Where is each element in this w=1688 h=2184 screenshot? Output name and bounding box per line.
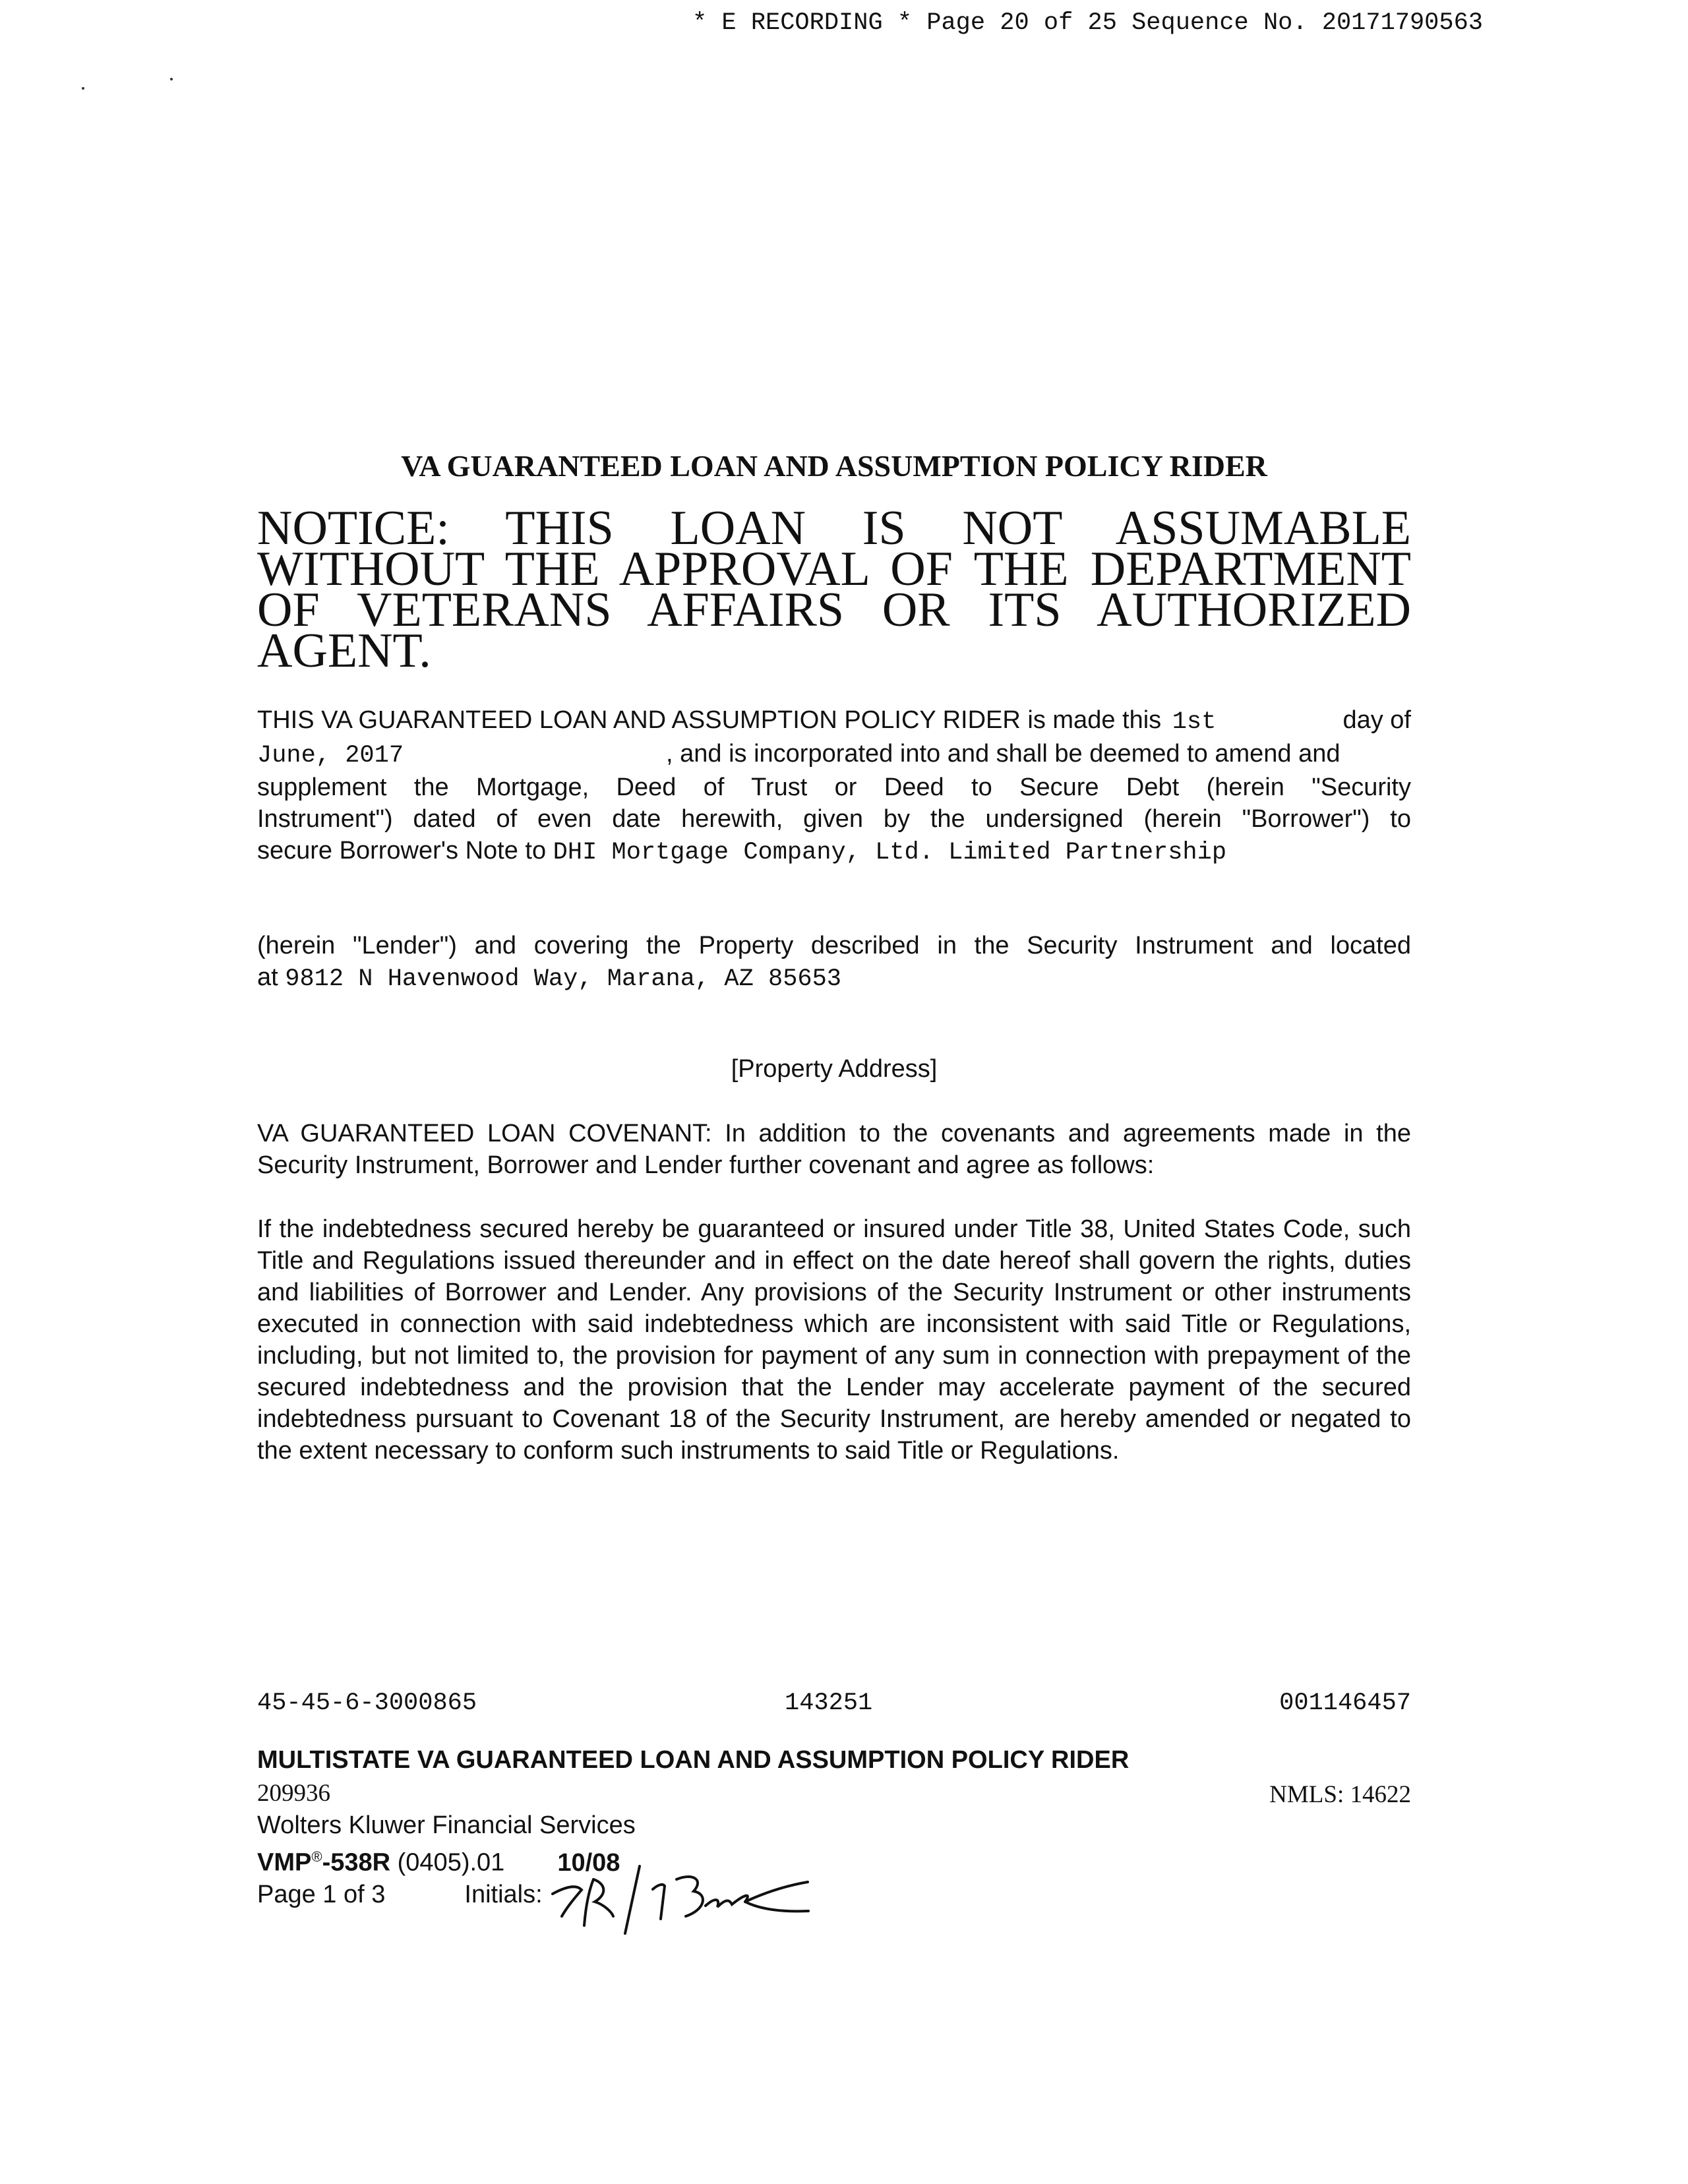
form-code: 209936 bbox=[257, 1780, 330, 1807]
vmp-date: 10/08 bbox=[557, 1848, 620, 1877]
intro-text: , and is incorporated into and shall be deemed to amend and bbox=[666, 740, 1341, 768]
intro-line-3: supplement the Mortgage, Deed of Trust or Deed to Secure Debt (herein "Security bbox=[257, 774, 1411, 801]
notice-text: NOTICE: THIS LOAN IS NOT ASSUMABLE WITHOUT THE APPROVAL OF THE DEPARTMENT OF VETERANS AFFAIRS OR ITS AUTHORIZED AGENT. bbox=[257, 501, 1411, 678]
intro-line-1 bbox=[257, 704, 1411, 738]
lender-name: DHI Mortgage Company, Ltd. Limited Partnership bbox=[553, 839, 1227, 866]
initials-label: Initials: bbox=[464, 1880, 543, 1908]
form-title: MULTISTATE VA GUARANTEED LOAN AND ASSUMPTION POLICY RIDER bbox=[257, 1746, 1130, 1774]
lender-clause-line-2 bbox=[257, 961, 1411, 995]
lender-clause bbox=[257, 930, 1411, 995]
mers-number: 001146457 bbox=[1279, 1689, 1411, 1717]
intro-line-4: Instrument") dated of even date herewith, given by the undersigned (herein "Borrower") to bbox=[257, 805, 1411, 833]
intro-text: secure Borrower's Note to bbox=[257, 837, 547, 864]
property-address-label: [Property Address] bbox=[731, 1055, 938, 1083]
nmls-number: NMLS: 14622 bbox=[1269, 1781, 1411, 1808]
recording-header: * E RECORDING * Page 20 of 25 Sequence No. 20171790563 bbox=[692, 9, 1483, 37]
intro-line-5 bbox=[257, 835, 1411, 868]
vmp-number: -538R bbox=[322, 1848, 391, 1877]
scan-speck bbox=[170, 78, 173, 80]
covenant-intro: VA GUARANTEED LOAN COVENANT: In addition to the covenants and agreements made in the Security Instrument, Borrower and Lender further covenant and agree as follows: bbox=[257, 1120, 1411, 1179]
handwritten-initials bbox=[547, 1853, 824, 1939]
intro-text: day of bbox=[1342, 706, 1411, 734]
intro-text: THIS VA GUARANTEED LOAN AND ASSUMPTION POLICY RIDER is made this bbox=[257, 706, 1162, 734]
registered-mark: ® bbox=[311, 1848, 322, 1865]
day-value: 1st bbox=[1172, 708, 1217, 736]
rider-title: VA GUARANTEED LOAN AND ASSUMPTION POLICY RIDER bbox=[401, 449, 1267, 483]
at-label: at bbox=[257, 963, 278, 991]
property-address-value: 9812 N Havenwood Way, Marana, AZ 85653 bbox=[285, 965, 842, 993]
intro-paragraph bbox=[257, 704, 1411, 868]
loan-number: 45-45-6-3000865 bbox=[257, 1689, 477, 1717]
vmp-version: (0405).01 bbox=[390, 1848, 505, 1877]
scan-speck bbox=[82, 87, 84, 90]
page-number: Page 1 of 3 bbox=[257, 1880, 386, 1908]
date-value: June, 2017 bbox=[257, 742, 404, 770]
vmp-prefix: VMP bbox=[257, 1848, 312, 1877]
intro-line-2 bbox=[257, 738, 1411, 772]
lender-clause-line-1: (herein "Lender") and covering the Property described in the Security Instrument and located bbox=[257, 932, 1411, 959]
case-number: 143251 bbox=[785, 1689, 873, 1717]
publisher: Wolters Kluwer Financial Services bbox=[257, 1811, 636, 1839]
covenant-body: If the indebtedness secured hereby be guaranteed or insured under Title 38, United States Code, such Title and Regulations issued thereunder and in effect on the date hereof shall govern the rights, duties and liabilities of Borrower and Lender. Any provisions of the Security Instrument or other instruments executed in connection with said indebtedness which are inconsistent with said Title or Regulations, including, but not limited to, the provision for payment of any sum in connection with prepayment of the secured indebtedness and the provision that the Lender may accelerate payment of the secured indebtedness pursuant to Covenant 18 of the Security Instrument, are hereby amended or negated to the extent necessary to conform such instruments to said Title or Regulations. bbox=[257, 1215, 1411, 1465]
